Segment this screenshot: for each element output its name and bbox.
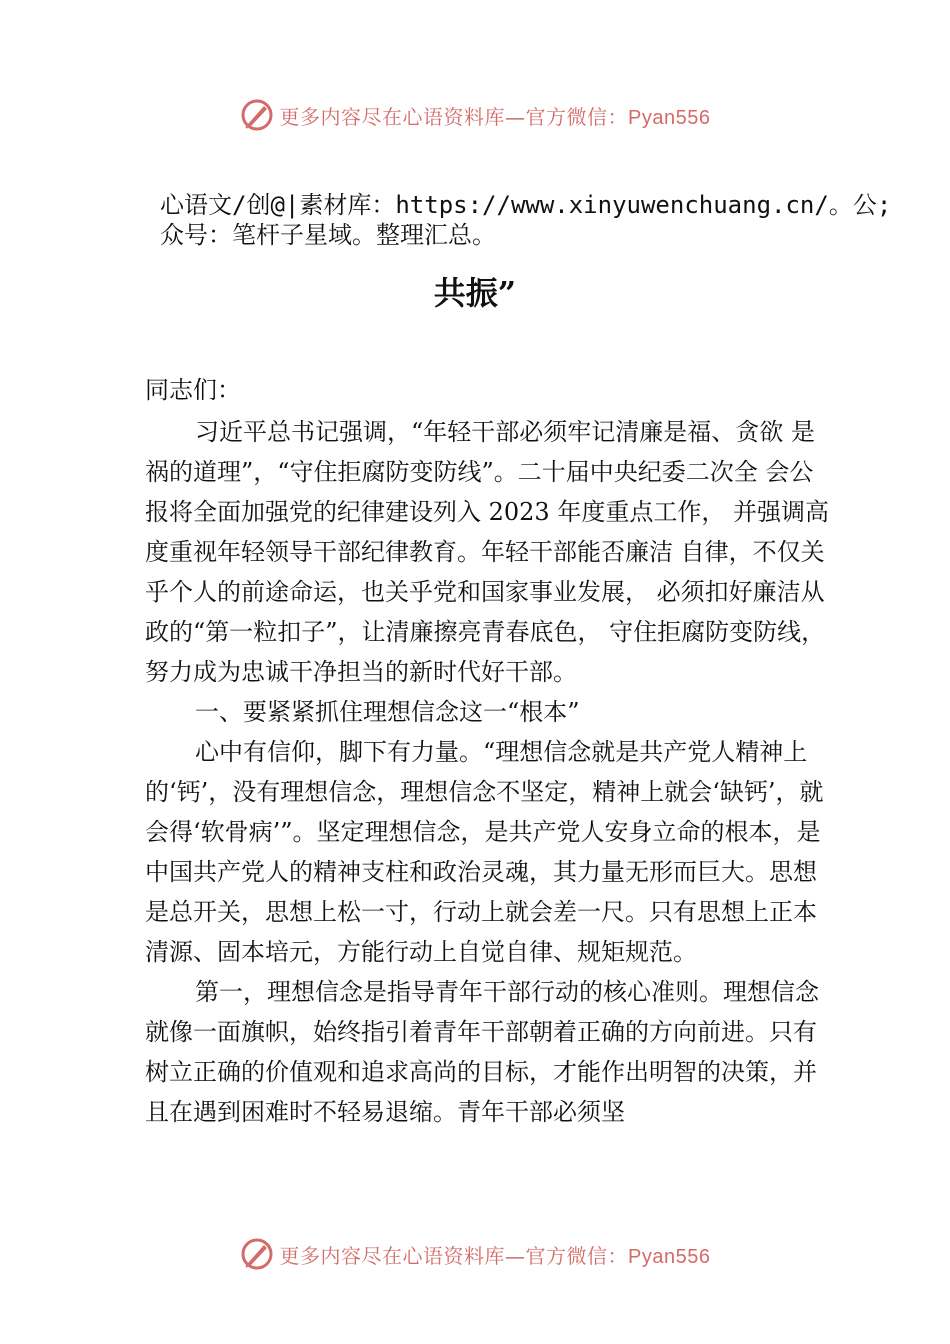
document-body — [145, 370, 835, 1132]
banner-contact-id: Pyan556 — [628, 1245, 711, 1268]
page-title: 共振” — [433, 274, 517, 312]
header-banner — [0, 95, 950, 135]
banner-text — [280, 1240, 711, 1269]
greeting: 同志们： — [145, 376, 241, 404]
source-note-line-2: 众号：笔杆子星域。整理汇总。 — [160, 221, 496, 249]
banner-contact-label: 官方微信： — [525, 1243, 629, 1268]
banner-slogan: 更多内容尽在心语资料库 — [279, 104, 506, 129]
banner-separator: — — [505, 1243, 526, 1268]
banner-slogan: 更多内容尽在心语资料库 — [279, 1243, 506, 1268]
source-note — [160, 190, 892, 250]
paragraph: 习近平总书记强调，“年轻干部必须牢记清廉是福、贪欲 是祸的道理”，“守住拒腐防变防线”。二十届中央纪委二次全 会公报将全面加强党的纪律建设列入 2023 年度重点工作， 并强调高度重视年轻领导干部纪律教育。年轻干部能否廉洁 自律，不仅关乎个人的前途命运，也关乎党和国家事业发展， 必须扣好廉洁从政的“第一粒扣子”，让清廉擦亮青春底色， 守住拒腐防变防线，努力成为忠诚干净担当的新时代好干部。 — [145, 418, 829, 686]
banner-contact-id: Pyan556 — [628, 106, 711, 129]
paragraph: 第一，理想信念是指导青年干部行动的核心准则。理想信念就像一面旗帜，始终指引着青年干部朝着正确的方向前进。只有树立正确的价值观和追求高尚的目标，才能作出明智的决策，并且在遇到困难时不轻易退缩。青年干部必须坚 — [145, 978, 819, 1126]
pen-seal-logo-icon — [240, 98, 274, 132]
banner-text — [280, 101, 711, 130]
paragraph: 心中有信仰，脚下有力量。“理想信念就是共产党人精神上的‘钙’，没有理想信念，理想信念不坚定，精神上就会‘缺钙’，就会得‘软骨病’”。坚定理想信念，是共产党人安身立命的根本，是中国共产党人的精神支柱和政治灵魂，其力量无形而巨大。思想是总开关，思想上松一寸，行动上就会差一尺。只有思想上正本清源、固本培元，方能行动上自觉自律、规矩规范。 — [145, 738, 824, 966]
pen-seal-logo-icon — [240, 1237, 274, 1271]
footer-banner — [0, 1234, 950, 1274]
section-heading: 一、要紧紧抓住理想信念这一“根本” — [195, 698, 580, 726]
banner-contact-label: 官方微信： — [525, 104, 629, 129]
banner-separator: — — [505, 104, 526, 129]
source-note-line-1: 心语文/创@|素材库：https://www.xinyuwenchuang.cn/。公; — [160, 191, 892, 219]
